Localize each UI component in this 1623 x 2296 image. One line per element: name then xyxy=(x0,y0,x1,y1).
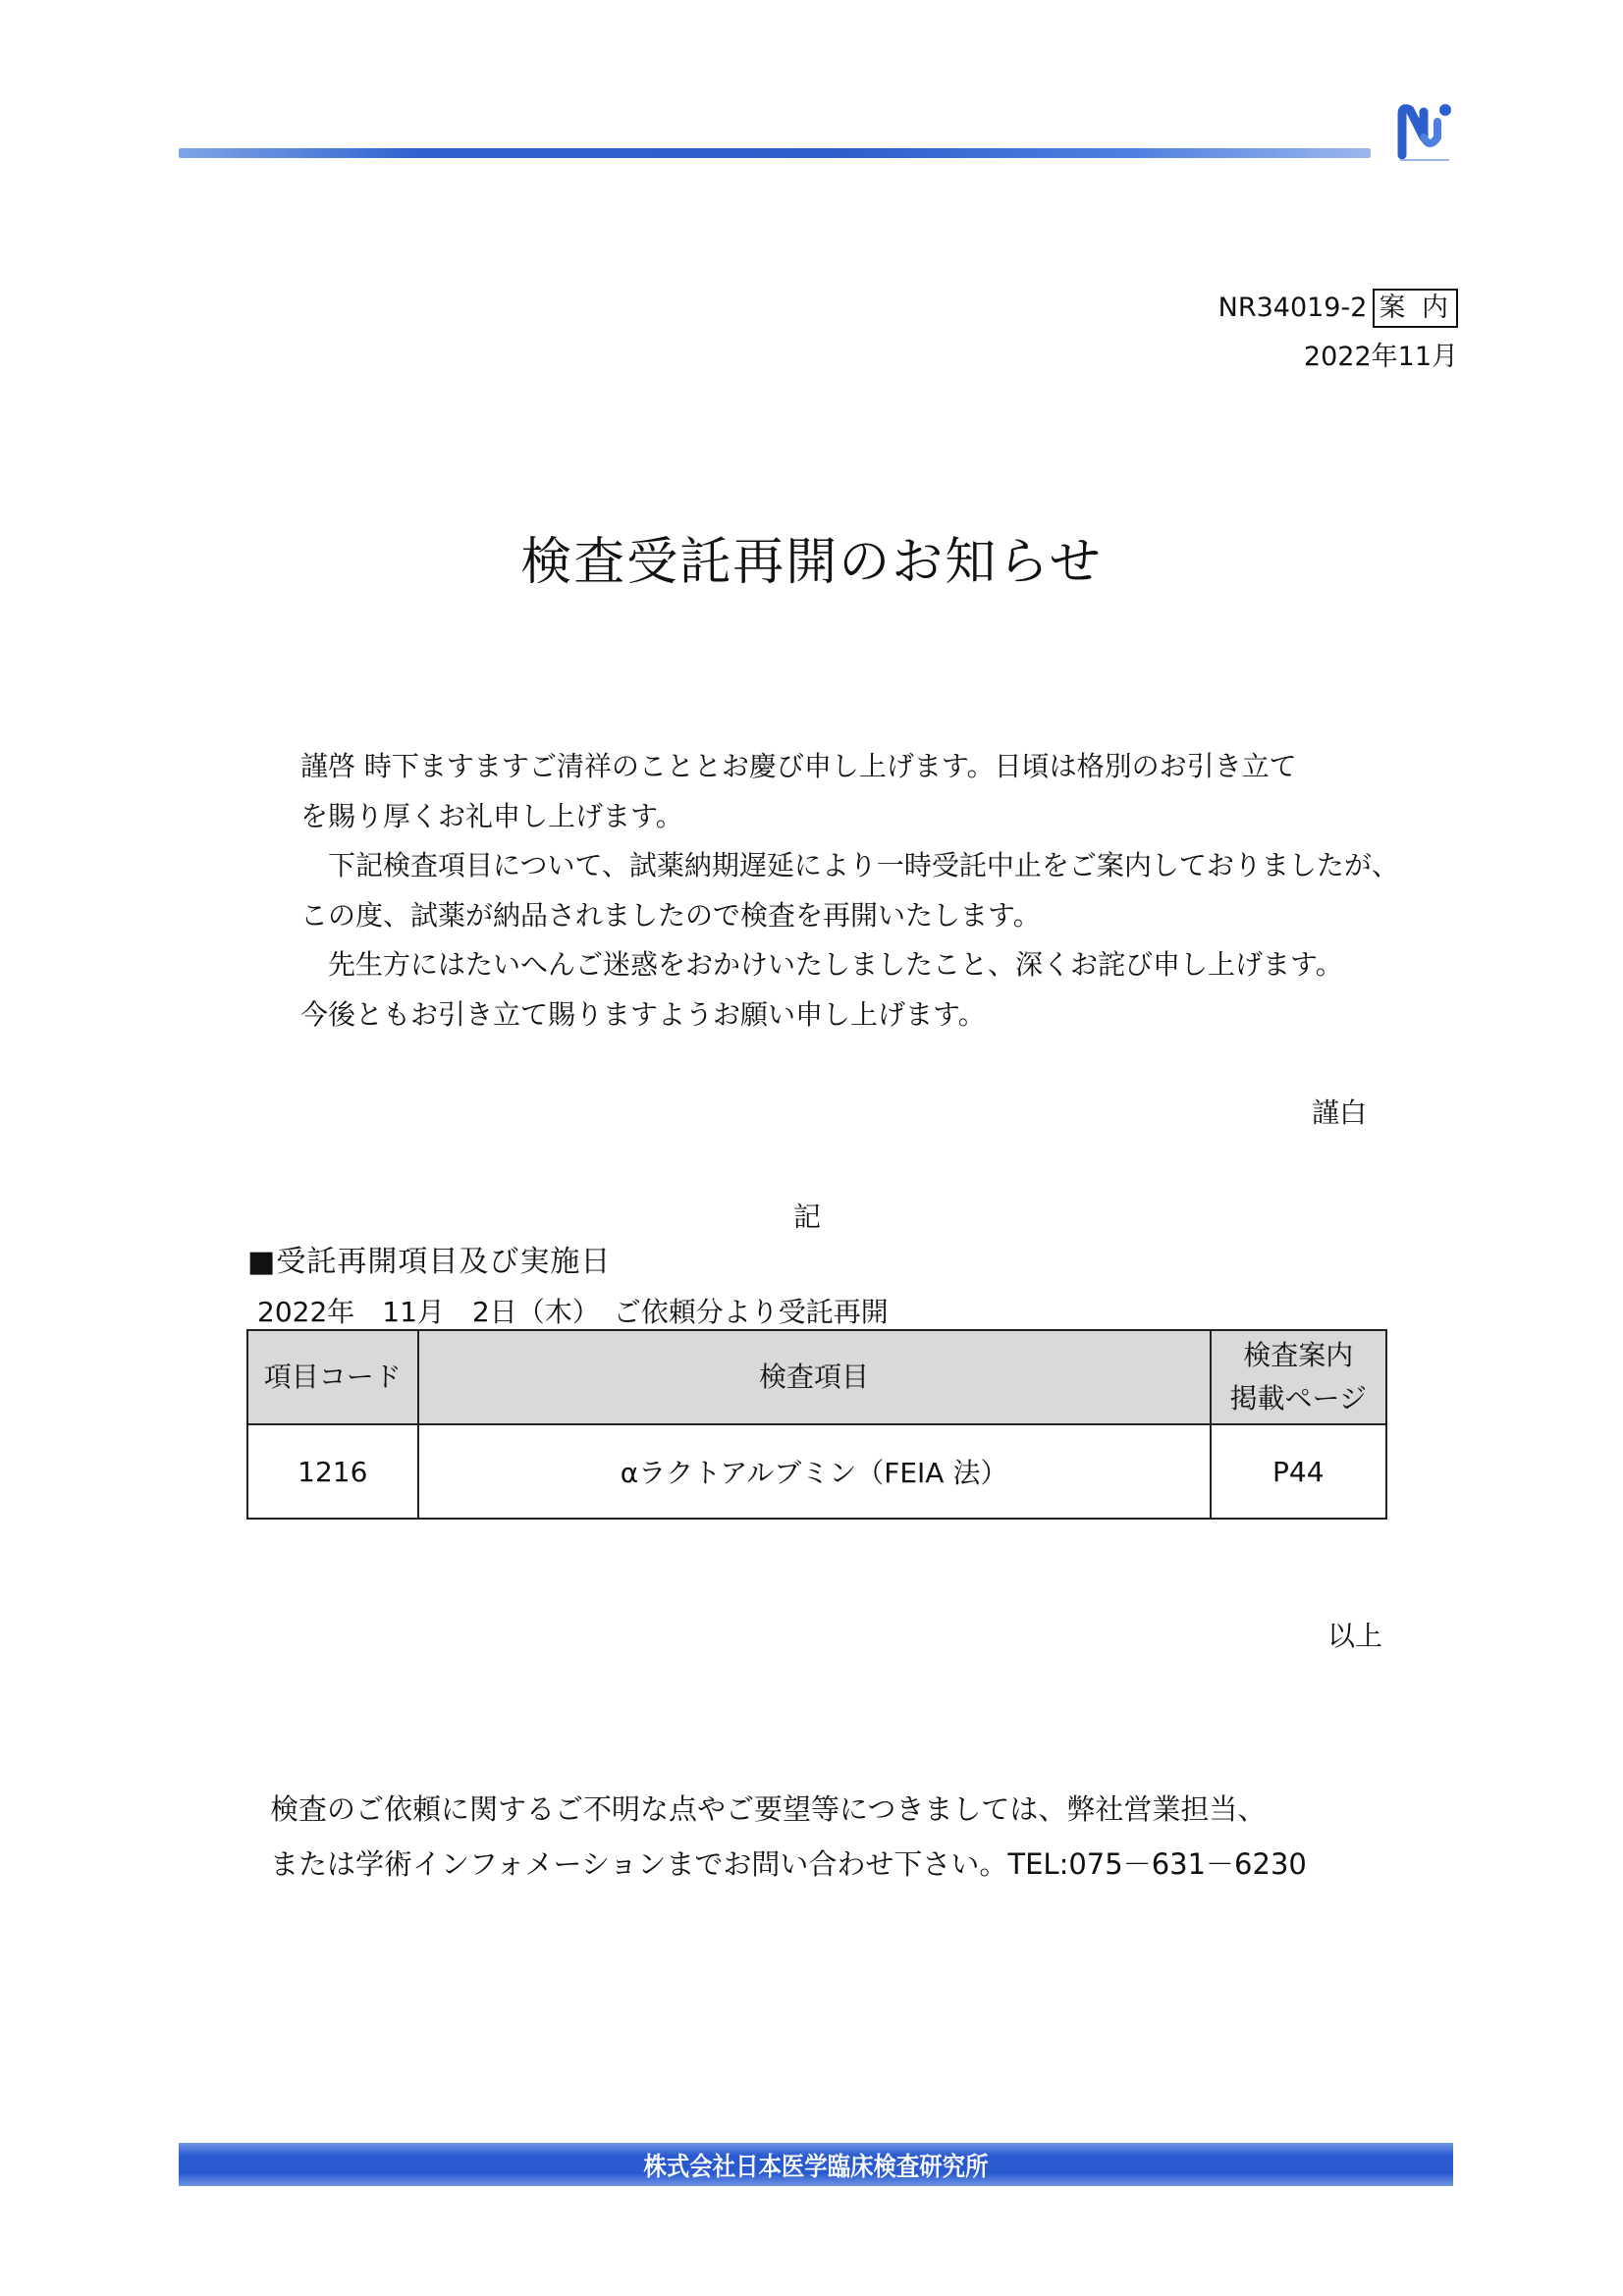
ki-marker: 記 xyxy=(793,1201,822,1233)
header-test-item: 検査項目 xyxy=(418,1330,1211,1424)
document-number: NR34019-2 xyxy=(1217,293,1368,323)
body-line: 謹啓 時下ますますご清祥のこととお慶び申し上げます。日頃は格別のお引き立て xyxy=(300,750,1297,782)
greeting-body xyxy=(300,742,1439,1040)
section-heading: ■受託再開項目及び実施日 xyxy=(247,1245,612,1279)
header-guide-page xyxy=(1211,1330,1386,1424)
page-title: 検査受託再開のお知らせ xyxy=(520,533,1103,592)
header-guide-page-line2: 掲載ページ xyxy=(1229,1382,1367,1415)
resumed-items-table xyxy=(246,1329,1387,1520)
footer-company-name: 株式会社日本医学臨床検査研究所 xyxy=(643,2152,989,2182)
header-item-code: 項目コード xyxy=(247,1330,418,1424)
contact-line-2: または学術インフォメーションまでお問い合わせ下さい。TEL:075－631－6230 xyxy=(270,1847,1307,1881)
table-row xyxy=(247,1424,1386,1519)
body-line: 下記検査項目について、試薬納期遅延により一時受託中止をご案内しておりましたが、 xyxy=(300,849,1399,881)
body-line: 今後ともお引き立て賜りますようお願い申し上げます。 xyxy=(300,997,986,1031)
resume-schedule: 2022年 11月 2日（木） ご依頼分より受託再開 xyxy=(257,1296,889,1328)
table-header-row xyxy=(247,1330,1386,1424)
document-number-line xyxy=(1218,284,1458,333)
body-line: この度、試薬が納品されましたので検査を再開いたします。 xyxy=(300,898,1041,932)
contact-info xyxy=(270,1782,1307,1892)
body-line: 先生方にはたいへんご迷惑をおかけいたしましたこと、深くお詫び申し上げます。 xyxy=(300,948,1343,981)
ijo-end-marker: 以上 xyxy=(1327,1620,1383,1652)
header-decorative-bar xyxy=(179,148,1371,158)
cell-test-item: αラクトアルブミン（FEIA 法） xyxy=(418,1424,1211,1519)
header-guide-page-line1: 検査案内 xyxy=(1243,1339,1354,1371)
document-kind-box: 案 内 xyxy=(1373,289,1458,328)
footer-bar xyxy=(179,2143,1453,2186)
document-date: 2022年11月 xyxy=(1303,342,1458,372)
document-meta xyxy=(1218,284,1458,382)
body-line: を賜り厚くお礼申し上げます。 xyxy=(300,799,683,832)
closing-word: 謹白 xyxy=(1312,1096,1368,1129)
cell-item-code: 1216 xyxy=(247,1424,418,1519)
cell-guide-page: P44 xyxy=(1211,1424,1386,1519)
company-logo-icon xyxy=(1394,98,1455,163)
contact-line-1: 検査のご依頼に関するご不明な点やご要望等につきましては、弊社営業担当、 xyxy=(270,1792,1267,1826)
